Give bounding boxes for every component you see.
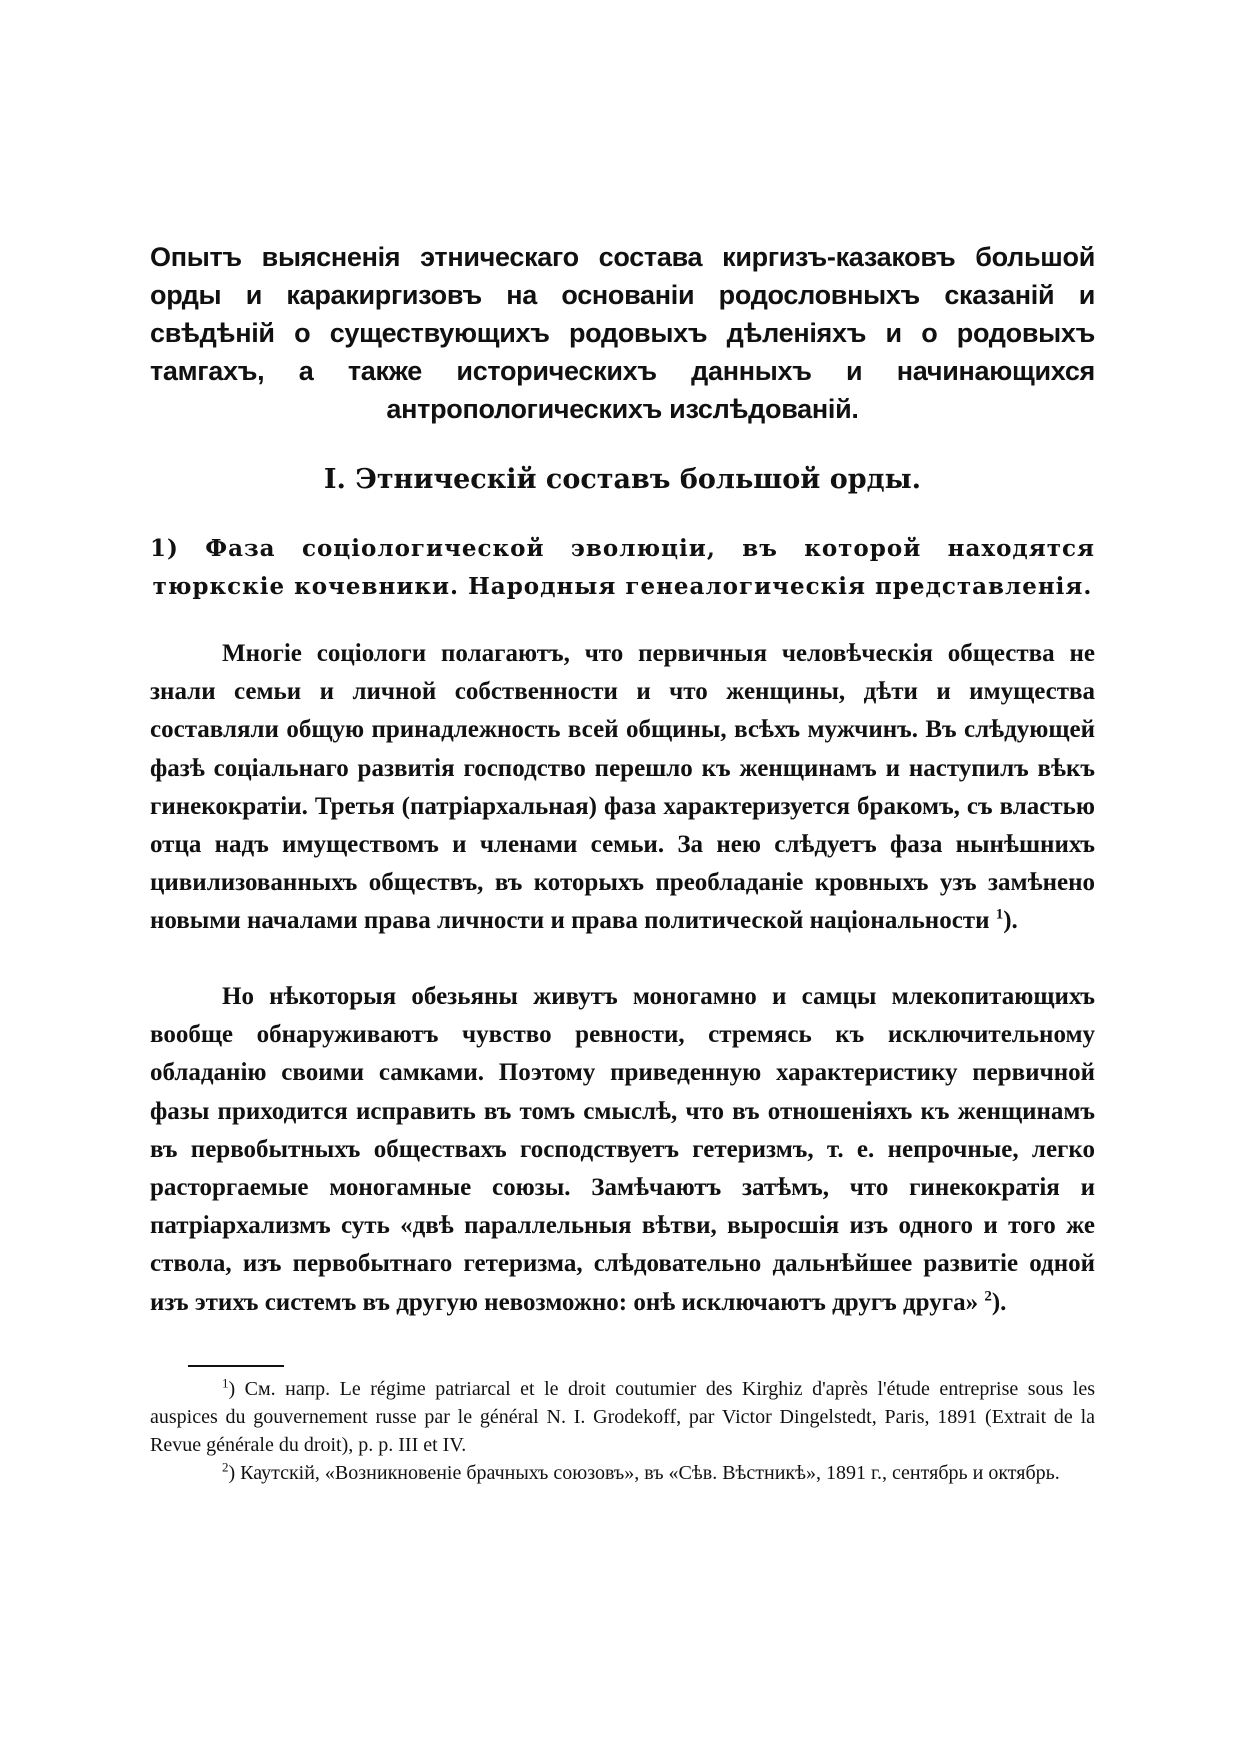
- footnote-1: [150, 1375, 1095, 1459]
- footnote-1-text: ) См. напр. Le régime patriarcal et le droit coutumier des Kirghiz d'après l'étude entreprise sous les auspices du gouvernement russe par le général N. I. Grodekoff, par Victor Dingelstedt, Paris, 1891 (Extrait de la Revue générale du droit), p. p. III et IV.: [150, 1378, 1095, 1456]
- footnote-2: [150, 1459, 1095, 1487]
- paragraph-1-text: Многіе соціологи полагаютъ, что первичныя человѣческія общества не знали семьи и личной собственности и что женщины, дѣти и имущества составляли общую принадлежность всей общины, всѣхъ мужчинъ. Въ слѣдующей фазѣ соціальнаго развитія господство перешло къ женщинамъ и наступилъ вѣкъ гинекократіи. Третья (патріархальная) фаза характеризуется бракомъ, съ властью отца надъ имуществомъ и членами семьи. За нею слѣдуетъ фаза нынѣшнихъ цивилизованныхъ обществъ, въ которыхъ преобладаніе кровныхъ узъ замѣнено новыми началами права личности и права политической національности: [150, 640, 1095, 935]
- chapter-title: I. Этническій составъ большой орды.: [323, 464, 922, 495]
- footnote-2-mark: 2: [222, 1459, 229, 1475]
- main-title: Опытъ выясненія этническаго состава киргизъ-казаковъ большой орды и каракиргизовъ на основаніи родословныхъ сказаній и свѣдѣній о существующихъ родовыхъ дѣленіяхъ и о родовыхъ тамгахъ, а также историческихъ данныхъ и начинающихся антропологическихъ изслѣдованій.: [150, 242, 1095, 424]
- footnote-1-mark: 1: [222, 1375, 229, 1391]
- footnote-2-text: ) Каутскій, «Возникновеніе брачныхъ союзовъ», въ «Сѣв. Вѣстникѣ», 1891 г., сентябрь и октябрь.: [228, 1462, 1060, 1484]
- paragraph-1-tail: ).: [1003, 907, 1018, 935]
- paragraph-2-tail: ).: [991, 1288, 1007, 1316]
- footnote-divider: [188, 1365, 284, 1367]
- footnotes: [150, 1375, 1095, 1487]
- section-title: 1) Фаза соціологической эволюціи, въ которой находятся тюркскіе кочевники. Народныя генеалогическія представленія.: [150, 535, 1095, 600]
- paragraph-2: [150, 978, 1095, 1322]
- footnote-ref-1: 1: [995, 907, 1004, 924]
- paragraph-1: [150, 635, 1095, 941]
- paragraph-2-text: Но нѣкоторыя обезьяны живутъ моногамно и самцы млекопитающихъ вообще обнаруживаютъ чувство ревности, стремясь къ исключительному обладанію своими самками. Поэтому приведенную характеристику первичной фазы приходится исправить въ томъ смыслѣ, что въ отношеніяхъ къ женщинамъ въ первобытныхъ обществахъ господствуетъ гетеризмъ, т. е. непрочные, легко расторгаемые моногамные союзы. Замѣчаютъ затѣмъ, что гинекократія и патріархализмъ суть «двѣ параллельныя вѣтви, выросшія изъ одного и того же ствола, изъ первобытнаго гетеризма, слѣдовательно дальнѣйшее развитіе одной изъ этихъ системъ въ другую невозможно: онѣ исключаютъ другъ друга»: [150, 983, 1095, 1316]
- footnote-ref-2: 2: [984, 1288, 992, 1305]
